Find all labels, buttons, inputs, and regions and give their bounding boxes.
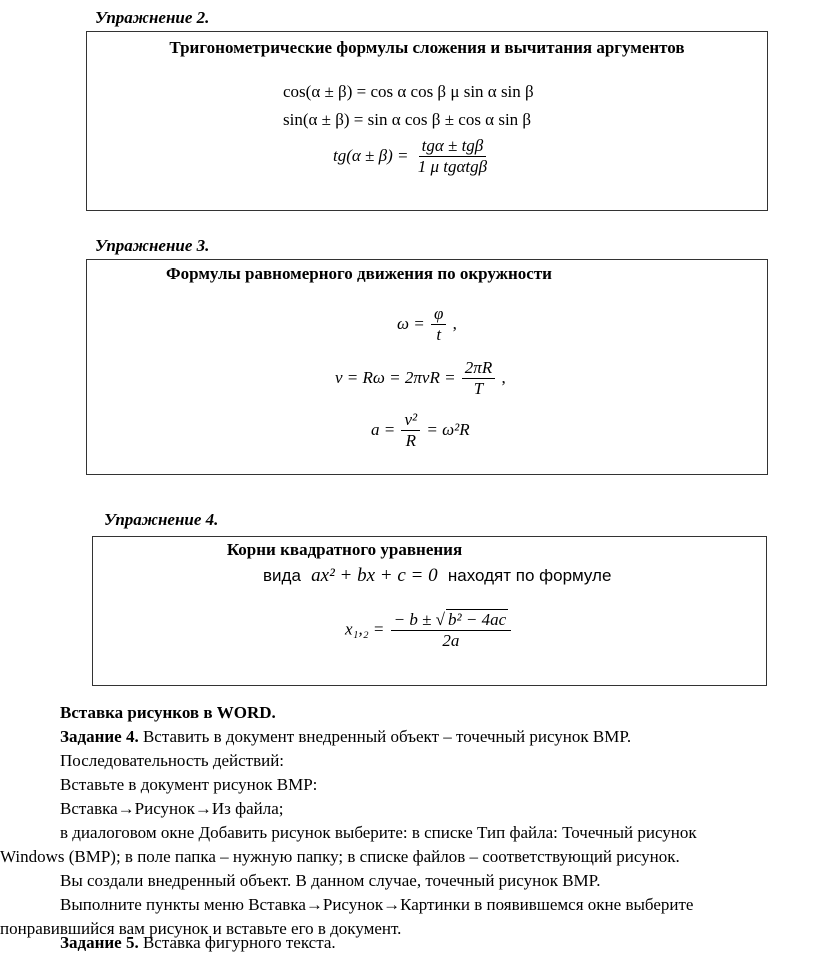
roots-fraction bbox=[391, 609, 512, 652]
trig-formula-cos: cos(α ± β) = cos α cos β μ sin α sin β bbox=[283, 82, 534, 101]
acceleration-tail: = ω²R bbox=[426, 419, 470, 439]
trig-formula-tg bbox=[333, 136, 492, 178]
task-5-text: Вставка фигурного текста. bbox=[138, 933, 336, 952]
step-dialog-line-1: в диалоговом окне Добавить рисунок выберите: в списке Тип файла: Точечный рисунок bbox=[60, 823, 697, 842]
omega-tail: , bbox=[452, 313, 457, 333]
section-title: Вставка рисунков в WORD. bbox=[60, 703, 276, 722]
steps-intro: Последовательность действий: bbox=[60, 751, 285, 770]
acceleration-fraction bbox=[401, 410, 420, 452]
quadratic-roots-formula bbox=[345, 609, 513, 652]
trig-formula-sin: sin(α ± β) = sin α cos β ± cos α sin β bbox=[283, 110, 532, 129]
step-dialog-line-2: Windows (BMP); в поле папка – нужную папку; в списке файлов – соответствующий рисунок. bbox=[0, 847, 680, 866]
tg-formula-denominator: 1 μ tgαtgβ bbox=[417, 157, 488, 177]
form-line-suffix: находят по формуле bbox=[447, 566, 612, 585]
exercise-3-box bbox=[86, 259, 768, 475]
omega-lhs: ω = bbox=[397, 313, 425, 333]
tg-formula-lhs: tg(α ± β) = bbox=[333, 145, 409, 165]
task-4-line bbox=[60, 727, 631, 747]
step-insert-bmp: Вставьте в документ рисунок BMP: bbox=[60, 775, 318, 794]
acceleration-numerator: v² bbox=[401, 410, 420, 431]
velocity-tail: , bbox=[501, 367, 506, 387]
linear-velocity-formula bbox=[335, 358, 506, 400]
exercise-2-heading: Упражнение 2. bbox=[95, 8, 210, 27]
step-clipart-line-2: понравившийся вам рисунок и вставьте его в документ. bbox=[0, 919, 402, 938]
roots-discriminant: b² − 4ac bbox=[448, 610, 507, 629]
velocity-denominator: T bbox=[473, 379, 484, 399]
angular-velocity-formula bbox=[397, 304, 457, 346]
step-menu-path: Вставка→Рисунок→Из файла; bbox=[60, 799, 284, 818]
form-line-prefix: вида bbox=[263, 566, 301, 585]
task-4-label: Задание 4. bbox=[60, 727, 139, 746]
omega-numerator: φ bbox=[431, 304, 446, 325]
exercise-2-title: Тригонометрические формулы сложения и вычитания аргументов bbox=[169, 38, 685, 57]
acceleration-lhs: a = bbox=[371, 419, 396, 439]
omega-denominator: t bbox=[436, 325, 442, 345]
exercise-4-box bbox=[92, 536, 767, 686]
omega-fraction bbox=[431, 304, 446, 346]
roots-lhs: x₁,₂ = bbox=[345, 619, 385, 639]
exercise-2-box bbox=[86, 31, 768, 211]
quadratic-form-line bbox=[263, 565, 611, 587]
tg-formula-fraction bbox=[415, 136, 490, 178]
velocity-lhs: v = Rω = 2πνR = bbox=[335, 367, 456, 387]
exercise-4-title: Корни квадратного уравнения bbox=[226, 540, 463, 559]
tg-formula-numerator: tgα ± tgβ bbox=[419, 136, 487, 157]
roots-numerator-prefix: − b ± bbox=[393, 610, 432, 629]
task-5-line bbox=[60, 933, 336, 953]
step-clipart-line-1: Выполните пункты меню Вставка→Рисунок→Картинки в появившемся окне выберите bbox=[60, 895, 694, 914]
roots-denominator: 2a bbox=[442, 631, 460, 651]
task-5-label: Задание 5. bbox=[60, 933, 139, 952]
velocity-fraction bbox=[462, 358, 495, 400]
acceleration-denominator: R bbox=[405, 431, 416, 451]
task-4-text: Вставить в документ внедренный объект – точечный рисунок BMP. bbox=[138, 727, 632, 746]
quadratic-equation: ax² + bx + c = 0 bbox=[311, 565, 438, 586]
acceleration-formula bbox=[371, 410, 470, 452]
exercise-4-heading: Упражнение 4. bbox=[104, 510, 219, 529]
step-result: Вы создали внедренный объект. В данном случае, точечный рисунок BMP. bbox=[60, 871, 601, 890]
velocity-numerator: 2πR bbox=[462, 358, 495, 379]
radical-sign-icon: √ bbox=[435, 610, 445, 629]
exercise-3-title: Формулы равномерного движения по окружности bbox=[166, 264, 552, 283]
exercise-3-heading: Упражнение 3. bbox=[95, 236, 210, 255]
roots-numerator bbox=[391, 609, 512, 631]
